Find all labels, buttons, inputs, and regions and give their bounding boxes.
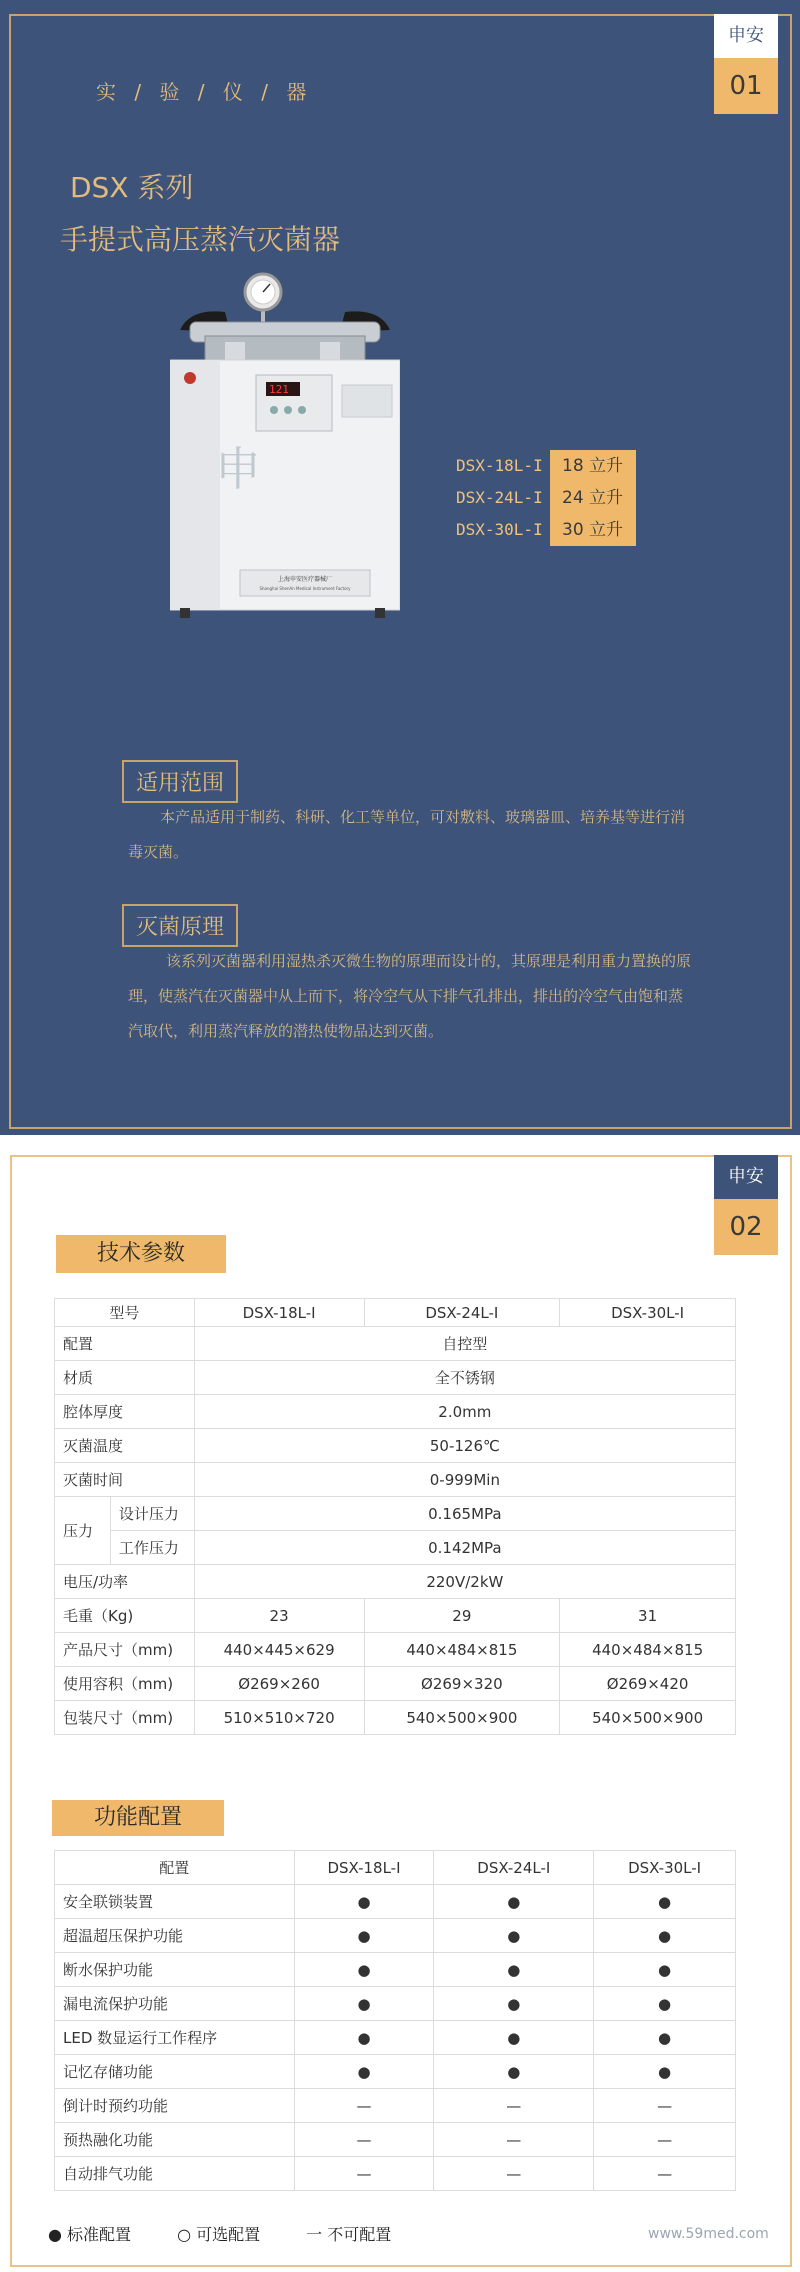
watermark-shen: 申 xyxy=(215,442,261,496)
row-value: 29 xyxy=(364,1599,560,1633)
function-mark: ● xyxy=(294,1919,434,1953)
function-mark: ● xyxy=(294,1885,434,1919)
principle-line: 理，使蒸汽在灭菌器中从上而下，将冷空气从下排气孔排出，排出的冷空气由饱和蒸 xyxy=(128,987,684,1005)
row-label: 毛重（Kg) xyxy=(55,1599,195,1633)
page-tab-2 xyxy=(714,1155,778,1255)
function-mark: ● xyxy=(594,1919,736,1953)
function-mark: — xyxy=(594,2089,736,2123)
principle-line: 该系列灭菌器利用湿热杀灭微生物的原理而设计的，其原理是利用重力置换的原 xyxy=(166,952,692,970)
row-value: 540×500×900 xyxy=(364,1701,560,1735)
row-value: 540×500×900 xyxy=(560,1701,736,1735)
function-mark: ● xyxy=(434,1953,594,1987)
row-value: 0.142MPa xyxy=(194,1531,735,1565)
page-number: 01 xyxy=(714,58,778,114)
header-cell: DSX-30L-I xyxy=(594,1851,736,1885)
function-mark: — xyxy=(434,2123,594,2157)
scope-heading: 适用范围 xyxy=(122,760,238,803)
table-row xyxy=(55,2021,736,2055)
function-mark: ● xyxy=(294,2021,434,2055)
model-name: DSX-18L-I xyxy=(456,456,543,475)
legend-optional: ○ 可选配置 xyxy=(177,2225,261,2244)
header-cell: 配置 xyxy=(55,1851,295,1885)
row-value: 2.0mm xyxy=(194,1395,735,1429)
table-row xyxy=(55,1497,736,1531)
table-row xyxy=(55,2157,736,2191)
row-value: 0.165MPa xyxy=(194,1497,735,1531)
legend xyxy=(48,2222,391,2245)
category-title: 实 / 验 / 仪 / 器 xyxy=(96,80,313,104)
function-mark: ● xyxy=(434,1987,594,2021)
row-sublabel: 工作压力 xyxy=(110,1531,194,1565)
tech-spec-table xyxy=(54,1298,736,1735)
function-mark: ● xyxy=(294,2055,434,2089)
row-label: 产品尺寸（mm) xyxy=(55,1633,195,1667)
device-label-en: Shanghai ShenAn Medical Instrument Factory xyxy=(259,586,351,591)
row-label: 包装尺寸（mm) xyxy=(55,1701,195,1735)
sterilizer-image xyxy=(170,270,400,630)
row-value: 440×445×629 xyxy=(194,1633,364,1667)
table-row xyxy=(55,2089,736,2123)
row-value: Ø269×420 xyxy=(560,1667,736,1701)
model-row xyxy=(436,514,636,546)
model-capacity: 30 立升 xyxy=(550,514,636,546)
function-mark: ● xyxy=(594,1987,736,2021)
function-mark: — xyxy=(294,2123,434,2157)
row-label: 腔体厚度 xyxy=(55,1395,195,1429)
page-tab-1 xyxy=(714,14,778,114)
row-value: 220V/2kW xyxy=(194,1565,735,1599)
legend-none: 一 不可配置 xyxy=(306,2225,392,2244)
function-mark: ● xyxy=(294,1953,434,1987)
table-row xyxy=(55,1327,736,1361)
function-name: 倒计时预约功能 xyxy=(55,2089,295,2123)
table-row xyxy=(55,1701,736,1735)
scope-line: 本产品适用于制药、科研、化工等单位，可对敷料、玻璃器皿、培养基等进行消 xyxy=(160,808,686,826)
function-mark: — xyxy=(594,2157,736,2191)
header-cell: DSX-18L-I xyxy=(194,1299,364,1327)
principle-line: 汽取代，利用蒸汽释放的潜热使物品达到灭菌。 xyxy=(128,1022,444,1040)
function-mark: ● xyxy=(594,2021,736,2055)
function-name: 安全联锁装置 xyxy=(55,1885,295,1919)
row-value: 0-999Min xyxy=(194,1463,735,1497)
table-row xyxy=(55,1851,736,1885)
product-name: 手提式高压蒸汽灭菌器 xyxy=(60,223,341,256)
model-row xyxy=(436,450,636,482)
row-value: 31 xyxy=(560,1599,736,1633)
table-row xyxy=(55,1463,736,1497)
function-mark: ● xyxy=(434,1885,594,1919)
brand-tab: 申安 xyxy=(714,1155,778,1199)
table-row xyxy=(55,2123,736,2157)
model-capacity-list xyxy=(436,450,636,546)
row-label: 使用容积（mm) xyxy=(55,1667,195,1701)
function-name: 自动排气功能 xyxy=(55,2157,295,2191)
row-label: 配置 xyxy=(55,1327,195,1361)
table-row xyxy=(55,1919,736,1953)
table-row xyxy=(55,1987,736,2021)
model-name: DSX-24L-I xyxy=(456,488,543,507)
principle-heading: 灭菌原理 xyxy=(122,904,238,947)
function-mark: ● xyxy=(434,2055,594,2089)
row-value: 510×510×720 xyxy=(194,1701,364,1735)
model-name: DSX-30L-I xyxy=(456,520,543,539)
tech-heading: 技术参数 xyxy=(56,1235,226,1273)
table-row xyxy=(55,1667,736,1701)
row-value: 全不锈钢 xyxy=(194,1361,735,1395)
table-row xyxy=(55,1599,736,1633)
function-name: 超温超压保护功能 xyxy=(55,1919,295,1953)
header-cell: 型号 xyxy=(55,1299,195,1327)
table-row xyxy=(55,1953,736,1987)
model-capacity: 24 立升 xyxy=(550,482,636,514)
header-cell: DSX-18L-I xyxy=(294,1851,434,1885)
function-mark: ● xyxy=(434,2021,594,2055)
model-capacity: 18 立升 xyxy=(550,450,636,482)
table-row xyxy=(55,1885,736,1919)
series-title: DSX 系列 xyxy=(70,171,194,204)
function-mark: ● xyxy=(594,1885,736,1919)
scope-line: 毒灭菌。 xyxy=(128,843,189,861)
function-mark: — xyxy=(434,2089,594,2123)
legend-standard: ● 标准配置 xyxy=(48,2225,132,2244)
row-label: 电压/功率 xyxy=(55,1565,195,1599)
brand-tab: 申安 xyxy=(714,14,778,58)
function-mark: ● xyxy=(594,1953,736,1987)
function-mark: — xyxy=(434,2157,594,2191)
function-mark: ● xyxy=(434,1919,594,1953)
function-name: 预热融化功能 xyxy=(55,2123,295,2157)
device-readout: 121 xyxy=(269,383,289,396)
page-number: 02 xyxy=(714,1199,778,1255)
function-mark: — xyxy=(294,2089,434,2123)
header-cell: DSX-30L-I xyxy=(560,1299,736,1327)
function-name: 漏电流保护功能 xyxy=(55,1987,295,2021)
row-value: 440×484×815 xyxy=(560,1633,736,1667)
function-mark: ● xyxy=(594,2055,736,2089)
table-row xyxy=(55,2055,736,2089)
function-mark: — xyxy=(294,2157,434,2191)
row-sublabel: 设计压力 xyxy=(110,1497,194,1531)
function-mark: — xyxy=(594,2123,736,2157)
table-row xyxy=(55,1633,736,1667)
function-mark: ● xyxy=(294,1987,434,2021)
function-name: 断水保护功能 xyxy=(55,1953,295,1987)
function-rows xyxy=(55,1885,736,2191)
scope-text xyxy=(128,800,748,870)
row-value: 自控型 xyxy=(194,1327,735,1361)
func-heading: 功能配置 xyxy=(52,1800,224,1836)
row-value: 23 xyxy=(194,1599,364,1633)
function-table xyxy=(54,1850,736,2191)
function-name: LED 数显运行工作程序 xyxy=(55,2021,295,2055)
device-label: 上海申安医疗器械厂 xyxy=(277,576,333,583)
row-label: 材质 xyxy=(55,1361,195,1395)
row-label: 灭菌温度 xyxy=(55,1429,195,1463)
model-row xyxy=(436,482,636,514)
function-name: 记忆存储功能 xyxy=(55,2055,295,2089)
header-cell: DSX-24L-I xyxy=(364,1299,560,1327)
table-row xyxy=(55,1531,736,1565)
row-label: 灭菌时间 xyxy=(55,1463,195,1497)
header-cell: DSX-24L-I xyxy=(434,1851,594,1885)
table-row xyxy=(55,1299,736,1327)
principle-text xyxy=(128,944,748,1049)
table-row xyxy=(55,1395,736,1429)
table-row xyxy=(55,1565,736,1599)
row-value: 50-126℃ xyxy=(194,1429,735,1463)
table-row xyxy=(55,1429,736,1463)
site-watermark: www.59med.com xyxy=(648,2226,769,2242)
table-row xyxy=(55,1361,736,1395)
row-label: 压力 xyxy=(55,1497,111,1565)
row-value: 440×484×815 xyxy=(364,1633,560,1667)
row-value: Ø269×320 xyxy=(364,1667,560,1701)
row-value: Ø269×260 xyxy=(194,1667,364,1701)
